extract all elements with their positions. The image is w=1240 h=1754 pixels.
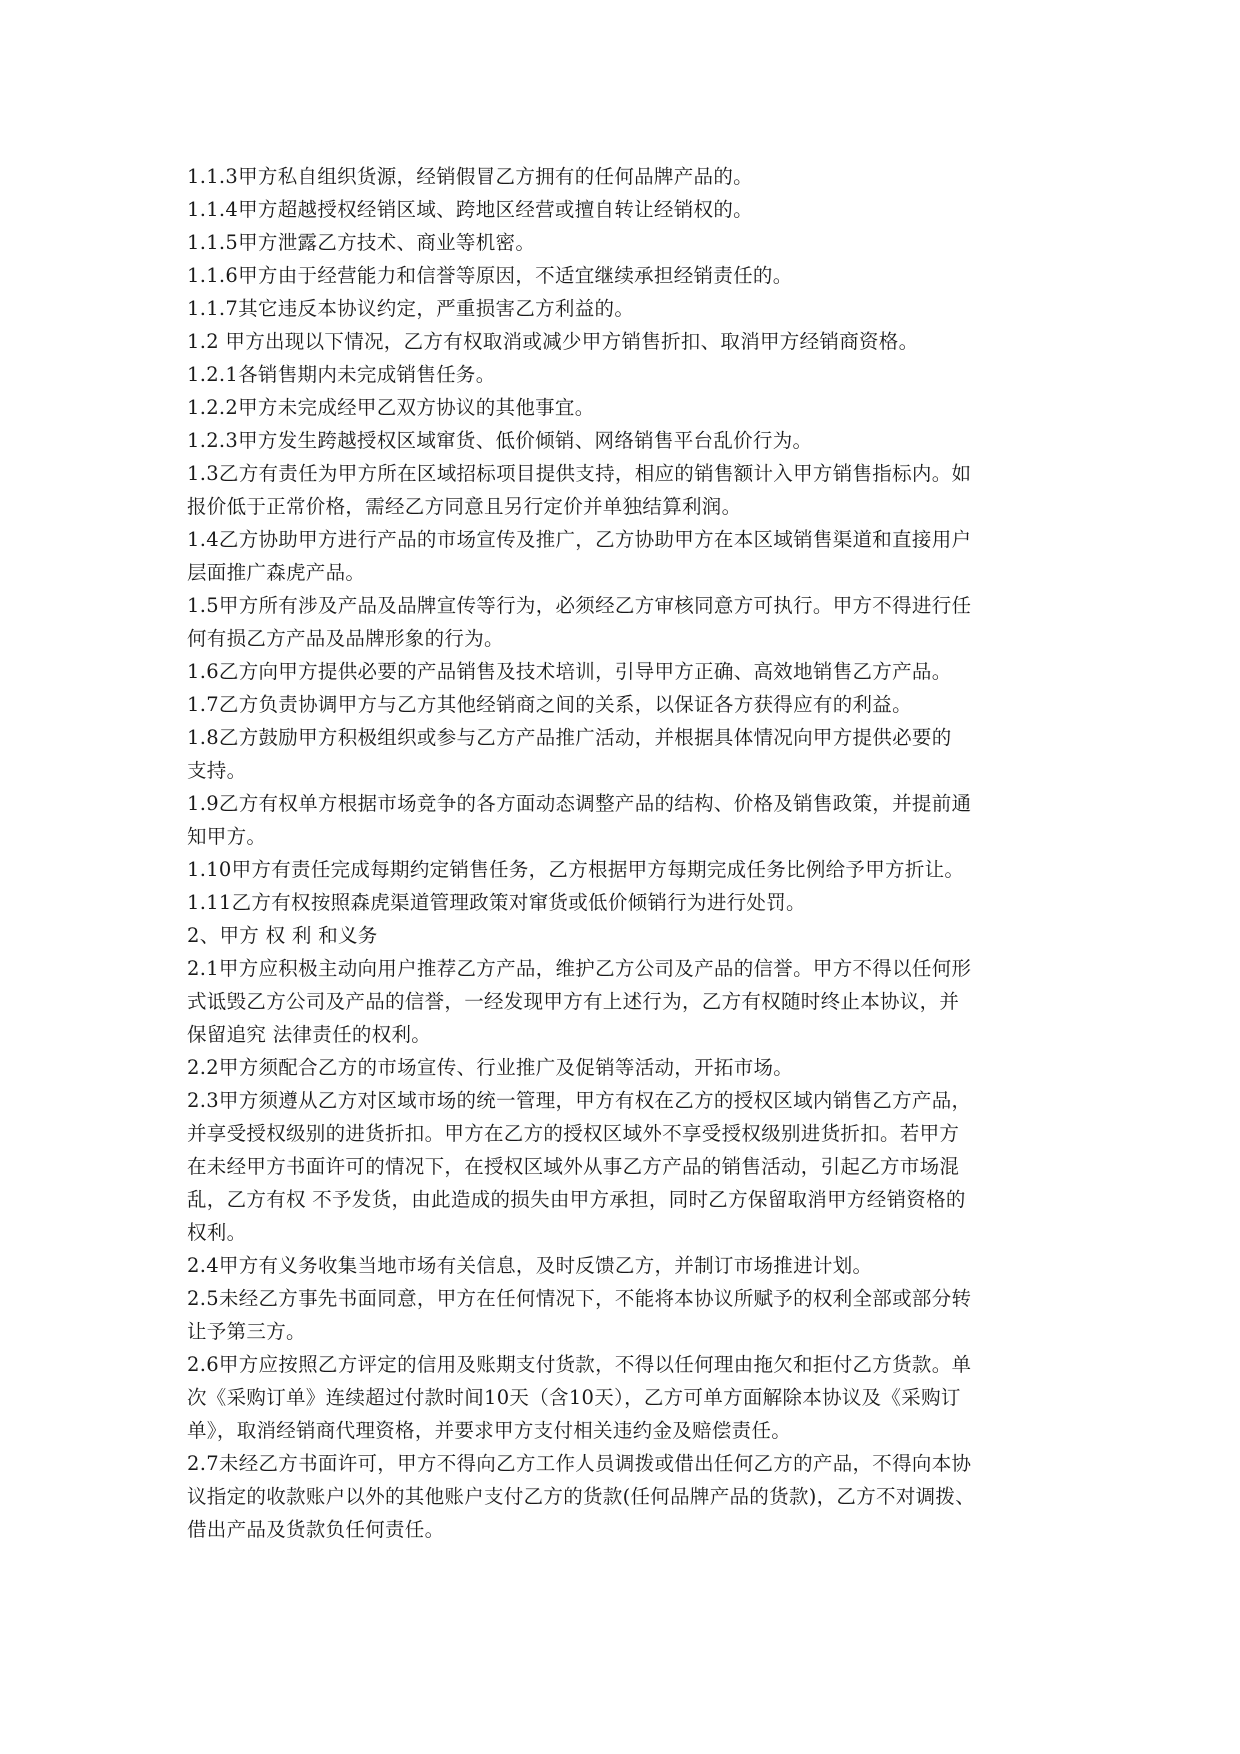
paragraph (187, 952, 1057, 1051)
paragraph (187, 787, 1057, 853)
text-line: 次《采购订单》连续超过付款时间10天（含10天），乙方可单方面解除本协议及《采购订 (187, 1386, 961, 1409)
text-line: 在未经甲方书面许可的情况下，在授权区域外从事乙方产品的销售活动，引起乙方市场混 (187, 1155, 960, 1178)
paragraph (187, 721, 1057, 787)
text-line: 让予第三方。 (187, 1320, 306, 1343)
paragraph (187, 523, 1057, 589)
paragraph (187, 424, 1057, 457)
paragraph (187, 1084, 1057, 1249)
text-line: 1.10甲方有责任完成每期约定销售任务，乙方根据甲方每期完成任务比例给予甲方折让。 (187, 858, 965, 881)
text-line: 1.2.3甲方发生跨越授权区域窜货、低价倾销、网络销售平台乱价行为。 (187, 429, 813, 452)
text-line: 2.6甲方应按照乙方评定的信用及账期支付货款，不得以任何理由拖欠和拒付乙方货款。单 (187, 1353, 972, 1376)
paragraph (187, 886, 1057, 919)
paragraph (187, 1249, 1057, 1282)
paragraph (187, 1447, 1057, 1546)
text-line: 层面推广森虎产品。 (187, 561, 366, 584)
paragraph (187, 655, 1057, 688)
paragraph (187, 292, 1057, 325)
text-line: 2.7未经乙方书面许可，甲方不得向乙方工作人员调拨或借出任何乙方的产品，不得向本协 (187, 1452, 972, 1475)
text-line: 并享受授权级别的进货折扣。甲方在乙方的授权区域外不享受授权级别进货折扣。若甲方 (187, 1122, 960, 1145)
paragraph (187, 325, 1057, 358)
paragraph (187, 193, 1057, 226)
text-line: 1.1.3甲方私自组织货源，经销假冒乙方拥有的任何品牌产品的。 (187, 165, 753, 188)
paragraph (187, 1348, 1057, 1447)
text-line: 知甲方。 (187, 825, 267, 848)
text-line: 1.1.7其它违反本协议约定，严重损害乙方利益的。 (187, 297, 635, 320)
text-line: 2、甲方 权 利 和义务 (187, 924, 378, 947)
paragraph (187, 853, 1057, 886)
text-line: 1.5甲方所有涉及产品及品牌宣传等行为，必须经乙方审核同意方可执行。甲方不得进行任 (187, 594, 972, 617)
text-line: 1.2.2甲方未完成经甲乙双方协议的其他事宜。 (187, 396, 595, 419)
paragraph (187, 688, 1057, 721)
paragraph (187, 160, 1057, 193)
text-line: 乱，乙方有权 不予发货，由此造成的损失由甲方承担，同时乙方保留取消甲方经销资格的 (187, 1188, 966, 1211)
text-line: 保留追究 法律责任的权利。 (187, 1023, 432, 1046)
text-line: 1.9乙方有权单方根据市场竞争的各方面动态调整产品的结构、价格及销售政策，并提前通 (187, 792, 972, 815)
text-line: 1.1.6甲方由于经营能力和信誉等原因，不适宜继续承担经销责任的。 (187, 264, 793, 287)
paragraph (187, 358, 1057, 391)
text-line: 单》，取消经销商代理资格，并要求甲方支付相关违约金及赔偿责任。 (187, 1419, 792, 1442)
document-page (187, 160, 1057, 1546)
paragraph (187, 1282, 1057, 1348)
text-line: 1.6乙方向甲方提供必要的产品销售及技术培训，引导甲方正确、高效地销售乙方产品。 (187, 660, 952, 683)
paragraph (187, 589, 1057, 655)
text-line: 1.2 甲方出现以下情况，乙方有权取消或减少甲方销售折扣、取消甲方经销商资格。 (187, 330, 919, 353)
paragraph (187, 1051, 1057, 1084)
text-line: 2.3甲方须遵从乙方对区域市场的统一管理，甲方有权在乙方的授权区域内销售乙方产品， (187, 1089, 972, 1112)
text-line: 议指定的收款账户以外的其他账户支付乙方的货款(任何品牌产品的货款)，乙方不对调拨、 (187, 1485, 976, 1508)
text-line: 权利。 (187, 1221, 247, 1244)
text-line: 1.1.4甲方超越授权经销区域、跨地区经营或擅自转让经销权的。 (187, 198, 753, 221)
text-line: 1.3乙方有责任为甲方所在区域招标项目提供支持，相应的销售额计入甲方销售指标内。如 (187, 462, 972, 485)
text-line: 借出产品及货款负任何责任。 (187, 1518, 445, 1541)
text-line: 1.8乙方鼓励甲方积极组织或参与乙方产品推广活动，并根据具体情况向甲方提供必要的 (187, 726, 952, 749)
text-line: 1.4乙方协助甲方进行产品的市场宣传及推广，乙方协助甲方在本区域销售渠道和直接用户 (187, 528, 972, 551)
text-line: 2.1甲方应积极主动向用户推荐乙方产品，维护乙方公司及产品的信誉。甲方不得以任何形 (187, 957, 972, 980)
text-line: 1.7乙方负责协调甲方与乙方其他经销商之间的关系，以保证各方获得应有的利益。 (187, 693, 912, 716)
text-line: 支持。 (187, 759, 247, 782)
paragraph (187, 259, 1057, 292)
text-line: 1.11乙方有权按照森虎渠道管理政策对窜货或低价倾销行为进行处罚。 (187, 891, 806, 914)
paragraph (187, 457, 1057, 523)
text-line: 式诋毁乙方公司及产品的信誉，一经发现甲方有上述行为，乙方有权随时终止本协议，并 (187, 990, 960, 1013)
text-line: 2.4甲方有义务收集当地市场有关信息，及时反馈乙方，并制订市场推进计划。 (187, 1254, 873, 1277)
text-line: 何有损乙方产品及品牌形象的行为。 (187, 627, 504, 650)
paragraph (187, 919, 1057, 952)
text-line: 报价低于正常价格，需经乙方同意且另行定价并单独结算利润。 (187, 495, 742, 518)
text-line: 2.5未经乙方事先书面同意，甲方在任何情况下，不能将本协议所赋予的权利全部或部分转 (187, 1287, 972, 1310)
text-line: 2.2甲方须配合乙方的市场宣传、行业推广及促销等活动，开拓市场。 (187, 1056, 794, 1079)
paragraph (187, 226, 1057, 259)
paragraph (187, 391, 1057, 424)
text-line: 1.1.5甲方泄露乙方技术、商业等机密。 (187, 231, 536, 254)
text-line: 1.2.1各销售期内未完成销售任务。 (187, 363, 496, 386)
